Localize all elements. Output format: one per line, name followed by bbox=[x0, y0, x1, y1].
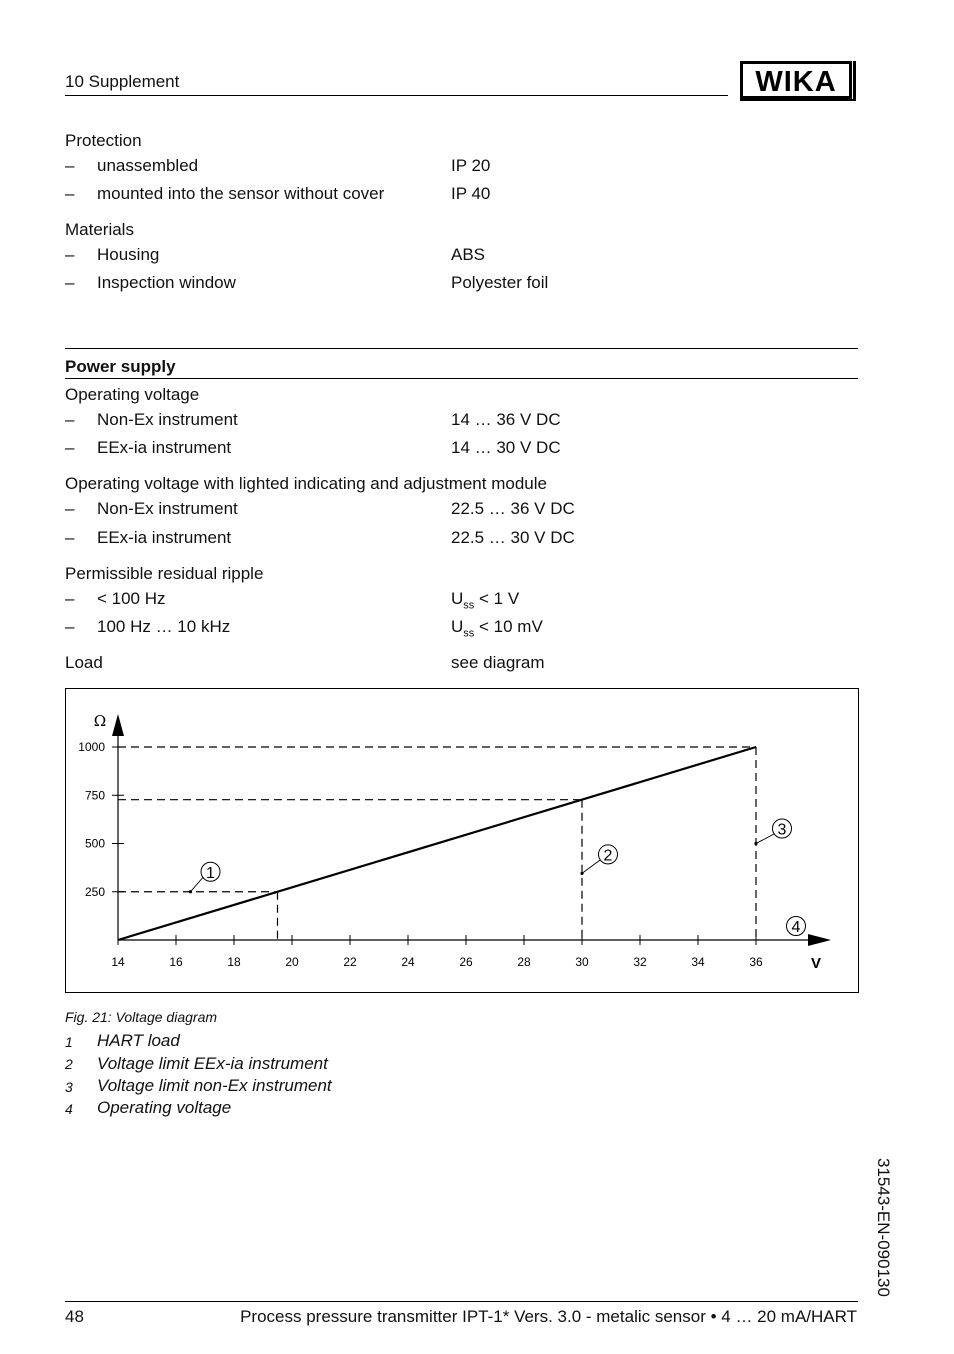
x-tick-label: 20 bbox=[285, 955, 299, 969]
protection-label-2: mounted into the sensor without cover bbox=[97, 184, 385, 203]
dash-marker: – bbox=[65, 528, 75, 547]
y-tick-label: 500 bbox=[84, 836, 105, 851]
load-line bbox=[118, 747, 756, 940]
x-axis-label: V bbox=[810, 955, 822, 972]
y-tick-label: 250 bbox=[84, 884, 105, 899]
load-value: see diagram bbox=[451, 653, 545, 672]
dash-marker: – bbox=[65, 184, 75, 203]
ov-value-2: 14 … 30 V DC bbox=[451, 438, 561, 457]
callout-leader bbox=[756, 834, 775, 844]
ov-value-1: 14 … 36 V DC bbox=[451, 410, 561, 429]
callout-number: 2 bbox=[603, 847, 613, 865]
ripple-title: Permissible residual ripple bbox=[65, 564, 264, 583]
materials-value-1: ABS bbox=[451, 245, 486, 264]
callout-number: 3 bbox=[777, 821, 787, 839]
legend-num-4: 4 bbox=[65, 1101, 73, 1117]
ov-label-1: Non-Ex instrument bbox=[97, 410, 238, 429]
ov-label-2: EEx-ia instrument bbox=[97, 438, 232, 457]
load-label: Load bbox=[65, 653, 103, 672]
x-tick-label: 32 bbox=[633, 955, 647, 969]
operating-voltage-title: Operating voltage bbox=[65, 385, 200, 404]
ripple-value-1: $U_{ss} < 1$ V bbox=[451, 589, 520, 612]
section-header: 10 Supplement bbox=[65, 72, 180, 91]
y-axis-label: Ω bbox=[93, 712, 107, 730]
dash-marker: – bbox=[65, 438, 75, 457]
ovl-value-1: 22.5 … 36 V DC bbox=[451, 499, 575, 518]
ovl-label-1: Non-Ex instrument bbox=[97, 499, 238, 518]
dash-marker: – bbox=[65, 499, 75, 518]
page-number: 48 bbox=[65, 1307, 84, 1326]
materials-title: Materials bbox=[65, 220, 134, 239]
x-tick-label: 28 bbox=[517, 955, 531, 969]
materials-label-1: Housing bbox=[97, 245, 160, 264]
x-tick-label: 24 bbox=[401, 955, 415, 969]
x-tick-label: 18 bbox=[227, 955, 241, 969]
legend-text-3: Voltage limit non-Ex instrument bbox=[97, 1076, 332, 1095]
protection-value-1: IP 20 bbox=[451, 156, 491, 175]
y-axis-arrow bbox=[112, 714, 124, 736]
legend-num-1: 1 bbox=[65, 1034, 73, 1050]
ovl-label-2: EEx-ia instrument bbox=[97, 528, 232, 547]
legend-num-3: 3 bbox=[65, 1079, 73, 1095]
protection-value-2: IP 40 bbox=[451, 184, 491, 203]
footer-title: Process pressure transmitter IPT-1* Vers. 3.0 - metalic sensor • 4 … 20 mA/HART bbox=[240, 1307, 857, 1326]
logo-text: WIKA bbox=[755, 66, 837, 98]
legend-text-4: Operating voltage bbox=[97, 1098, 232, 1117]
x-tick-label: 36 bbox=[749, 955, 763, 969]
legend-text-1: HART load bbox=[97, 1031, 180, 1050]
dash-marker: – bbox=[65, 410, 75, 429]
legend-num-2: 2 bbox=[65, 1056, 73, 1072]
x-axis-arrow bbox=[808, 934, 831, 946]
ripple-value-2: $U_{ss} < 10$ mV bbox=[451, 617, 543, 640]
dash-marker: – bbox=[65, 156, 75, 175]
x-tick-label: 26 bbox=[459, 955, 473, 969]
protection-label-1: unassembled bbox=[97, 156, 199, 175]
footer-divider bbox=[65, 1301, 858, 1302]
callout-number: 4 bbox=[791, 919, 801, 936]
y-tick-label: 1000 bbox=[78, 740, 105, 754]
x-tick-label: 30 bbox=[575, 955, 589, 969]
callout-leader bbox=[582, 859, 601, 873]
document-number: 31543-EN-090130 bbox=[874, 1158, 893, 1297]
materials-label-2: Inspection window bbox=[97, 273, 236, 292]
figure-caption: Fig. 21: Voltage diagram bbox=[65, 1009, 218, 1025]
ripple-label-2: 100 Hz … 10 kHz bbox=[97, 617, 231, 636]
callout-number: 1 bbox=[206, 864, 215, 882]
dash-marker: – bbox=[65, 273, 75, 292]
ripple-label-1: < 100 Hz bbox=[97, 589, 166, 608]
dash-marker: – bbox=[65, 589, 75, 608]
dash-marker: – bbox=[65, 617, 75, 636]
power-supply-heading: Power supply bbox=[65, 357, 176, 376]
x-tick-label: 14 bbox=[111, 955, 125, 969]
x-tick-label: 34 bbox=[691, 955, 705, 969]
x-tick-label: 22 bbox=[343, 955, 357, 969]
dash-marker: – bbox=[65, 245, 75, 264]
legend-text-2: Voltage limit EEx-ia instrument bbox=[97, 1054, 328, 1073]
y-tick-label: 750 bbox=[84, 788, 105, 803]
x-tick-label: 16 bbox=[169, 955, 183, 969]
ovl-value-2: 22.5 … 30 V DC bbox=[451, 528, 575, 547]
materials-value-2: Polyester foil bbox=[451, 273, 549, 292]
protection-title: Protection bbox=[65, 131, 142, 150]
callout-leader bbox=[191, 877, 204, 892]
ovl-title: Operating voltage with lighted indicating and adjustment module bbox=[65, 474, 547, 493]
